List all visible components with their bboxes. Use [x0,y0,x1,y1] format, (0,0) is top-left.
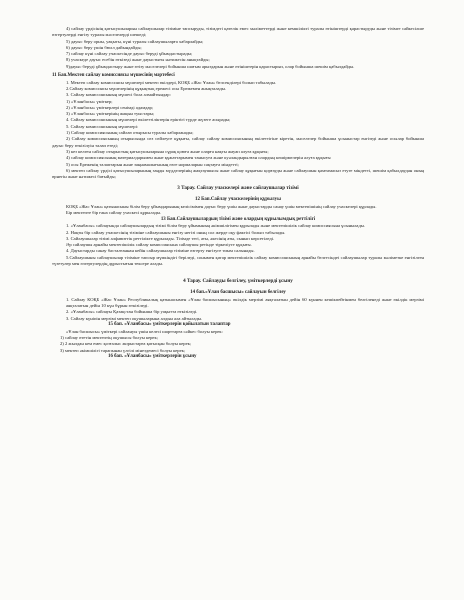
paragraph: 5. Сайлау комиссиясының мүшелері: [66,123,139,129]
paragraph: 1) «Ұланбасы» үміткер; [66,98,113,104]
paragraph: 6) мектеп сайлау үрдісі қатысушыларының заңды мүдделерінің жақтаушысы және сайлау құқығын қорғауды және сайлаушын қамтамасыз етуге міндетті, шешім қабылдаудан оның өрнегін және нәтижесі бағыйды; [52,167,424,180]
block-election-scheduling [52,297,424,322]
paragraph: 3. Сайлау күніпін мерзімі мектеп оқушыларына алдын ала айтылады. [66,315,203,321]
paragraph: «Ұлан басшысы» үміткері сайлануы үшін келесі шарттарға сәйкес болуы керек: [66,328,223,334]
heading-article-12: 12 Бап.Сайлау учаскелерінің құрылуы [195,197,281,203]
paragraph: 9)дауыс беруді ұйымдастыру және өтізу мәселелері бойынша шағым арыздарын және өтініштерін қарастырып, олар бойынша шешім қабылдайды. [66,63,355,69]
paragraph: 4) сайлау үрдісінің қатысушыларын сайлаушылар тізіміне тапсыруды, тізімдегі қателік емес мәліметтерді және кемшілікті туралы өтініштерді қарастыруды және тізімге сайкесілше өзгертулерді енгізу туралы мәселелерді шешеді; [52,26,424,38]
paragraph: 6) дауыс беру үшін бюлл дайындайды; [66,44,142,50]
heading-article-14: 14 бап.«Ұлан басшысы» сайлауын белгілеу [190,290,286,296]
paragraph: Бір мектепте бір ғана сайлау учаскесі құрылады. [66,210,162,216]
paragraph: 2) «Ұланбасы» үміткерлері сенімді адамдар; [66,104,154,110]
paragraph: 5.Сайлаушыны сайлаушылар тізіміне тапсыр мүмкіндігі беріледі, сонымен қатар мектепішілік сайлау комиссиясының арнайы белгесіндеі сайлаушылар туралы мәліметке енгізілген түзетулер мен өзгертулердің дұрыстығын тексере алады. [52,254,424,266]
paragraph: 5) осы Ереженің талаптарын және заңнамалығының өзге нормаларын сақтауға міндетті; [66,161,239,167]
paragraph: 2) 2 жылдан кем емес қозғалыс жорыстарға қатысқан болуы керек; [60,341,192,347]
paragraph: 3) кез келген сайлау отырыстың қатысушыларына сұрақ қоюға және оларға нақты жауап алуға құқығы; [66,148,269,154]
block-candidate-requirements [52,329,424,354]
paragraph: 1) сайлау өтетін мектептің оқушысы болуы керек; [60,334,158,340]
chapter-4-heading: 4 Тарау. Сайлауды белгілеу, үміткерлерді ұсыну [183,278,293,285]
heading-article-13: 13 Бап.Сайлаушылардың тізімі және олардың құрылымдық реттілігі [160,216,316,222]
block-polling-stations [52,204,424,217]
paragraph: 5) дауыс беру орны, уақыты, күні туралы сайлаушыларға хабарлайды; [66,38,204,44]
paragraph: 4. Сайлау комиссиясының мүшелері өкілеттіліктерін еріктігі түрде жүзеге асырады; [66,117,231,123]
paragraph: 1. Сайлау КОҚБ «Жас Ұлан» Республикалық қатынасымен «Ұлан басшысының» өкілдік мерзімі аяқталатын дейін 60 күннен кешікпейтінмен белгіленеді және өкілдік мерзімі аяқталатын дейін 10 күн бұрын өткізіледі. [66,296,424,309]
paragraph: 4. Дауыстарды санау басталғаннан кейін сайлаушылар тізіміне өзгерту енгізуге тиым салынады. [66,248,255,254]
paragraph: 8) учаскеде дауыс есебін өткізеді және дауыстығы нәтижесін анықтайды; [66,57,210,63]
heading-article-16: 16 бап. «Ұланбасы» үміткерлерін ұсыну [108,353,197,359]
paragraph: 4) сайлау комиссиясының материалдарымен және құжаттарымен танысуға және куәландырылған олардың көшірмелерін алуға құқығы [66,155,331,161]
paragraph: Әр сайлаушы арнайы мектепішілік сайлау комиссиясына сайлаушы ретінде тіркеліуге құқығы. [66,242,252,248]
paragraph: 3. Сайлау комиссиясының мүшесі бола алмайтындар: [66,92,171,98]
heading-article-15: 15 бап. «Ұланбасы» үміткерлерін қойылатын талаптар [108,322,231,328]
block-commission-duties [52,26,424,70]
paragraph: 2.Сайлау комиссиясы мүшелерінің құқықтық ережесі осы Ережемен анықталады. [66,85,227,91]
heading-article-11: 11 Бап.Мектеп сайлау комиссиясы мүшесінің мәртебесі [52,73,175,79]
paragraph: 2. Нақты бір сайлау учаскесінің тізіміне сайлаушыны енгізу негізі оның сол жерде оқу фактісі болып табылады. [66,229,286,235]
paragraph: 7) сайлау күні сайлау учаскесінде дауыс беруді ұйымдастырады; [66,51,193,57]
block-voter-lists [52,223,424,267]
paragraph: 2) Сайлау комиссиясының отырысында сөз сөйлеуге құқығы, сайлау сайлау комиссиясының өкілеттігіне кіретін, мәселелер бойынша ұсыныстар енгізеді және осылар бойынша дауыс беру өткізілуін талап етеді; [52,136,424,148]
paragraph: 3) мектеп әкімшілігі тарапынан үлгілі мінездемесі болуы керек; [60,347,186,353]
paragraph: 1) Сайлау комиссиясының сайлаө отырысы туралы хабарланады; [66,130,194,136]
paragraph: КОҚБ «Жас Ұлан» қатынасыны білім беру ұйымдарының келісімімен дауыс беру үшін және дауыстарды санау үшін мектепішінің сайлау учаскелері құрлады. [66,204,377,210]
paragraph: 2. «Ұланбасы» сайлауы Қазақстан бойынша бір уақытта өткізіледі. [66,309,198,315]
paragraph: 3) «Ұланбасы» үміткерінің жақын туыстары; [66,111,155,117]
block-commission-members [52,80,424,181]
paragraph: 1. Мектеп сайлау комиссиясы мүшелері мектеп өкілдері, КОҚБ «Жас Ұлан» белсенділері болып табылады. [66,79,277,85]
paragraph: 3. Сайлаушылар тізімі алфавиттік реттілікте құрылады. Тізімде тегі, аты, әкесінің аты, сынып көрсетіледі. [66,235,275,241]
chapter-3-heading: 3 Тарау. Сайлау учаскелері және сайлаушылар тізімі [177,185,299,192]
paragraph: 1. «Ұланбасы» сайлауында сайлаушылардың тізімі білім беру ұйымының әкімшілігімен құрылады және мектепішілік сайлау комиссиясына ұсынылады. [66,223,366,229]
